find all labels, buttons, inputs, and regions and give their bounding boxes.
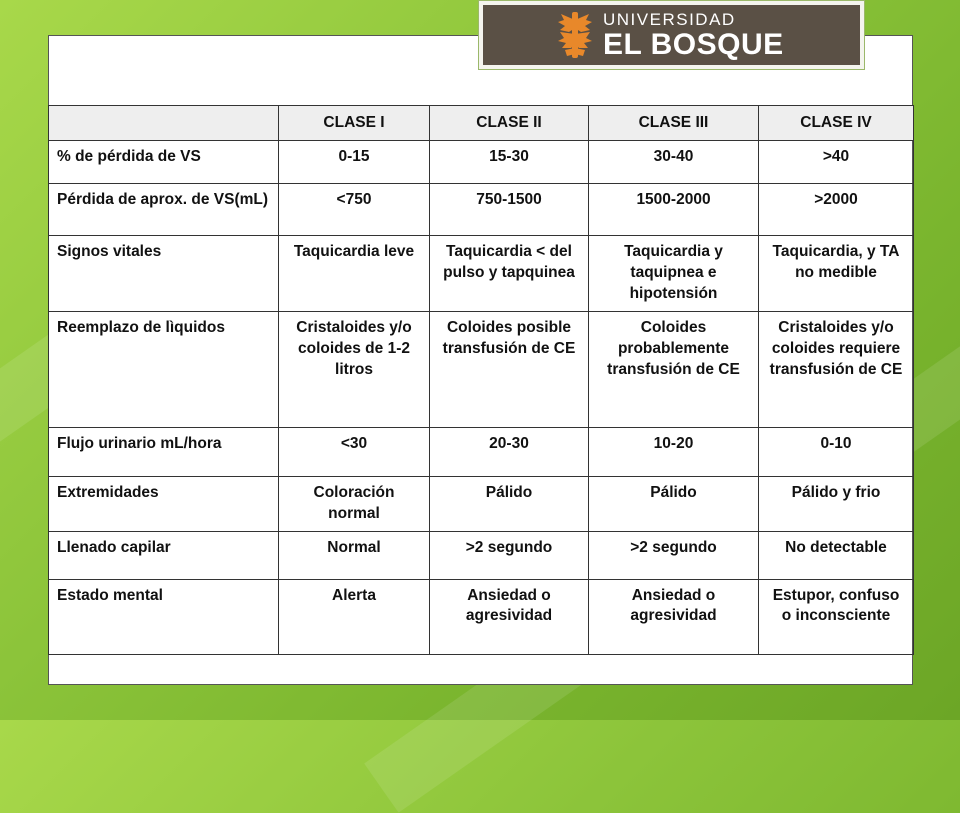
table-cell: Normal xyxy=(279,531,430,579)
table-cell: 20-30 xyxy=(430,427,589,476)
table-cell: 0-15 xyxy=(279,140,430,183)
column-header: CLASE IV xyxy=(759,106,914,141)
table-cell: 15-30 xyxy=(430,140,589,183)
table-row xyxy=(49,476,914,531)
row-header: Extremidades xyxy=(49,476,279,531)
table-cell: 0-10 xyxy=(759,427,914,476)
table-header-row xyxy=(49,106,914,141)
table-cell: Alerta xyxy=(279,579,430,654)
table-cell: Coloides posible transfusión de CE xyxy=(430,311,589,427)
table-cell: Estupor, confuso o inconsciente xyxy=(759,579,914,654)
hemorrhage-class-table xyxy=(48,105,914,655)
table-cell: >2 segundo xyxy=(430,531,589,579)
university-logo xyxy=(478,0,865,70)
column-header: CLASE II xyxy=(430,106,589,141)
table-cell: Coloración normal xyxy=(279,476,430,531)
table-row xyxy=(49,183,914,235)
table-cell: Ansiedad o agresividad xyxy=(589,579,759,654)
row-header: Reemplazo de lìquidos xyxy=(49,311,279,427)
row-header: Estado mental xyxy=(49,579,279,654)
table-cell: Taquicardia < del pulso y tapquinea xyxy=(430,235,589,311)
bosque-emblem-icon xyxy=(555,10,595,60)
table-cell: >2 segundo xyxy=(589,531,759,579)
row-header: Llenado capilar xyxy=(49,531,279,579)
table-cell: Cristaloides y/o coloides de 1-2 litros xyxy=(279,311,430,427)
table-cell: >40 xyxy=(759,140,914,183)
row-header: % de pérdida de VS xyxy=(49,140,279,183)
table-cell: Pálido y frio xyxy=(759,476,914,531)
row-header: Signos vitales xyxy=(49,235,279,311)
table-row xyxy=(49,427,914,476)
table-cell: Coloides probablemente transfusión de CE xyxy=(589,311,759,427)
table-cell: <750 xyxy=(279,183,430,235)
logo-top-text: UNIVERSIDAD xyxy=(603,9,736,29)
table-cell: Pálido xyxy=(430,476,589,531)
table-cell: 1500-2000 xyxy=(589,183,759,235)
table-cell: >2000 xyxy=(759,183,914,235)
table-cell: Taquicardia, y TA no medible xyxy=(759,235,914,311)
column-header: CLASE III xyxy=(589,106,759,141)
row-header: Pérdida de aprox. de VS(mL) xyxy=(49,183,279,235)
column-header: CLASE I xyxy=(279,106,430,141)
table-cell: Cristaloides y/o coloides requiere transfusión de CE xyxy=(759,311,914,427)
table-cell: 30-40 xyxy=(589,140,759,183)
table-row xyxy=(49,235,914,311)
column-header xyxy=(49,106,279,141)
table-row xyxy=(49,531,914,579)
table-cell: Pálido xyxy=(589,476,759,531)
table-row xyxy=(49,579,914,654)
table-cell: No detectable xyxy=(759,531,914,579)
table-cell: <30 xyxy=(279,427,430,476)
table-row xyxy=(49,311,914,427)
table-cell: Ansiedad o agresividad xyxy=(430,579,589,654)
row-header: Flujo urinario mL/hora xyxy=(49,427,279,476)
table-cell: 750-1500 xyxy=(430,183,589,235)
logo-bottom-text: EL BOSQUE xyxy=(603,27,784,61)
table-row xyxy=(49,140,914,183)
table-cell: Taquicardia leve xyxy=(279,235,430,311)
table-cell: 10-20 xyxy=(589,427,759,476)
table-cell: Taquicardia y taquipnea e hipotensión xyxy=(589,235,759,311)
